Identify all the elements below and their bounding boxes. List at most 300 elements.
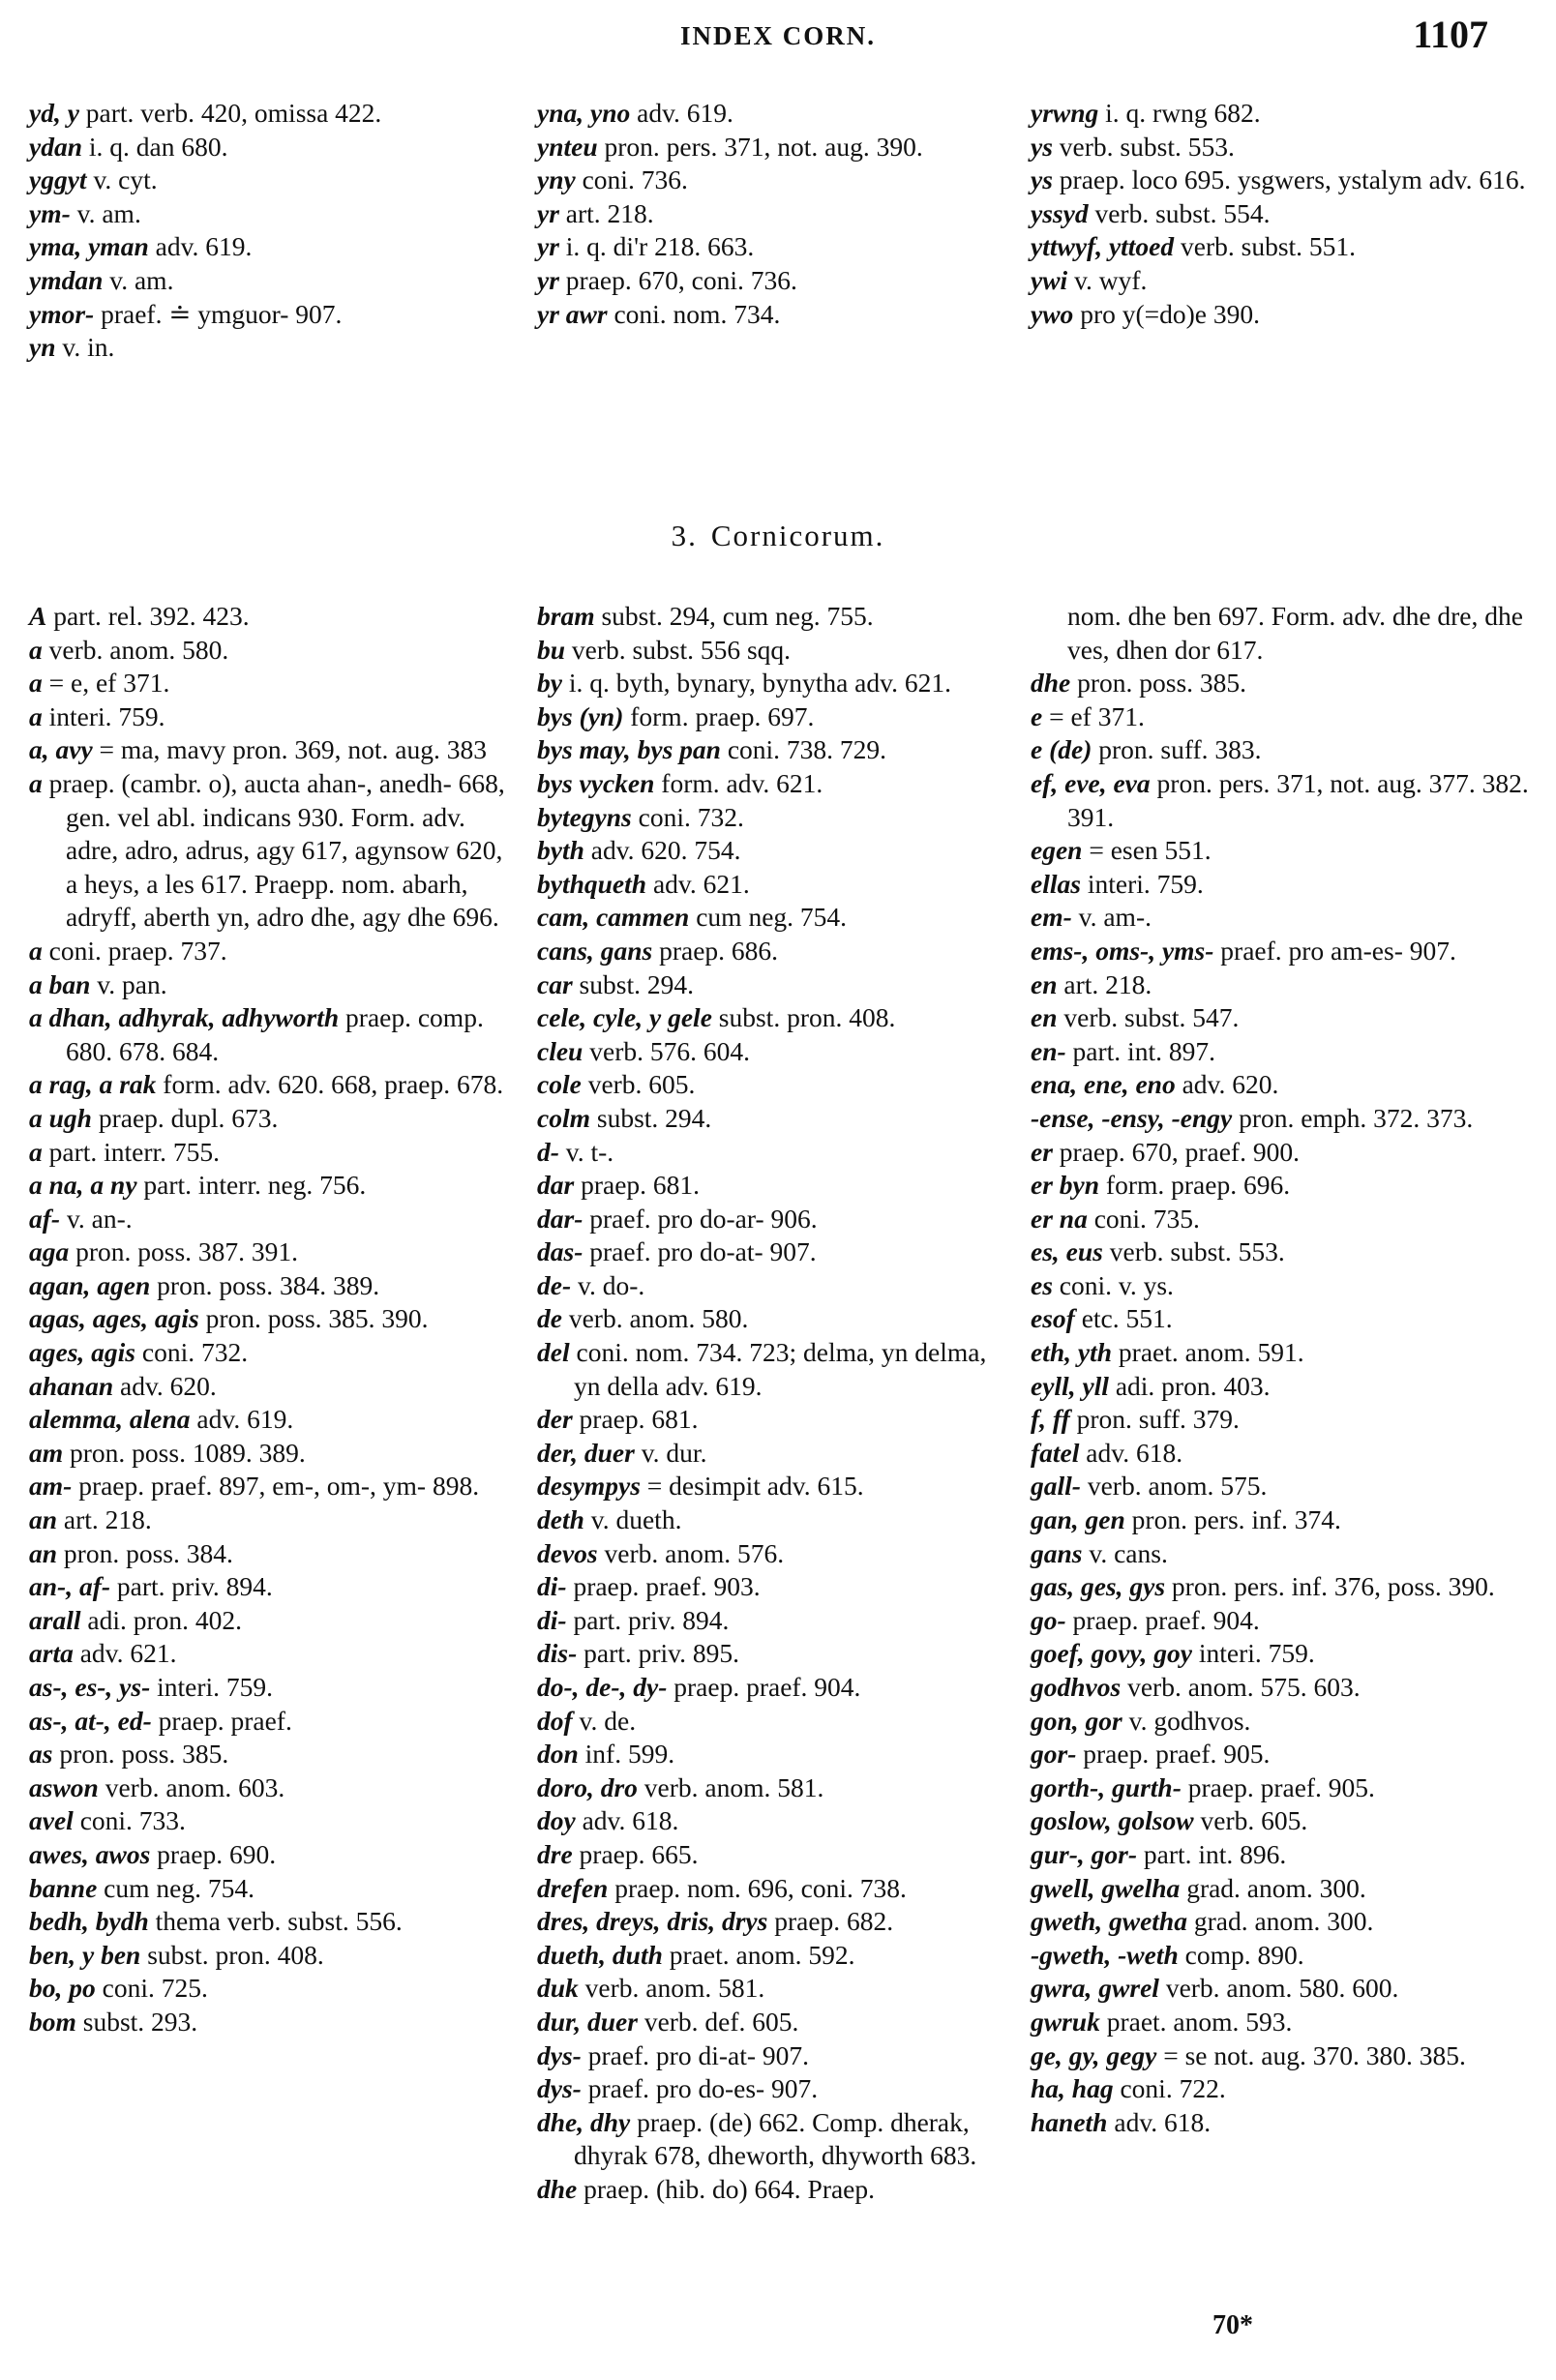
entry-description: subst. pron. 408. bbox=[140, 1939, 324, 1970]
entry-description: part. interr. 755. bbox=[42, 1136, 221, 1167]
entry-headword: yttwyf, yttoed bbox=[1031, 231, 1175, 262]
entry-description: interi. 759. bbox=[42, 700, 165, 731]
entry-description: praef. pro do-es- 907. bbox=[581, 2073, 819, 2104]
entry-description: subst. 294. bbox=[590, 1102, 712, 1133]
index-entry bbox=[29, 1169, 513, 1203]
entry-headword: bu bbox=[537, 634, 566, 665]
index-entry bbox=[537, 1570, 1016, 1604]
entry-headword: yma, yman bbox=[29, 231, 149, 262]
entry-headword: a bbox=[29, 668, 43, 699]
entry-description: praep. 681. bbox=[574, 1170, 701, 1201]
entry-headword: desympys bbox=[537, 1471, 641, 1502]
entry-description: verb. 576. 604. bbox=[583, 1035, 750, 1066]
index-entry bbox=[1031, 1403, 1534, 1437]
page-number: 1107 bbox=[1413, 13, 1488, 56]
entry-headword: gas, ges, gys bbox=[1031, 1571, 1166, 1602]
entry-headword: ef, eve, eva bbox=[1031, 767, 1151, 798]
entry-description: v. am-. bbox=[1071, 902, 1152, 933]
entry-description: i. q. byth, bynary, bynytha adv. 621. bbox=[561, 668, 951, 699]
entry-headword: esof bbox=[1031, 1303, 1075, 1334]
index-entry bbox=[1031, 1235, 1534, 1269]
index-entry bbox=[1031, 600, 1534, 667]
index-entry bbox=[1031, 2106, 1534, 2140]
index-entry bbox=[1031, 230, 1534, 264]
index-entry bbox=[29, 1203, 513, 1236]
index-entry bbox=[1031, 264, 1534, 298]
index-entry bbox=[29, 1102, 513, 1136]
entry-headword: ahanan bbox=[29, 1370, 114, 1401]
entry-description: praep. praef. 905. bbox=[1181, 1771, 1375, 1802]
index-entry bbox=[29, 164, 503, 197]
entry-description: adv. 618. bbox=[575, 1805, 679, 1836]
entry-description: subst. 293. bbox=[75, 2006, 198, 2037]
entry-description: pron. suff. 383. bbox=[1092, 734, 1262, 765]
index-entry bbox=[1031, 968, 1534, 1002]
entry-headword: del bbox=[537, 1337, 570, 1368]
entry-description: verb. anom. 603. bbox=[98, 1771, 285, 1802]
index-entry bbox=[1031, 131, 1534, 164]
index-entry bbox=[29, 935, 513, 968]
section-heading bbox=[0, 519, 1556, 553]
index-entry bbox=[29, 1738, 513, 1771]
index-entry bbox=[29, 230, 503, 264]
entry-headword: d- bbox=[537, 1136, 559, 1167]
entry-description: adi. pron. 403. bbox=[1108, 1370, 1271, 1401]
entry-headword: bedh, bydh bbox=[29, 1906, 149, 1937]
entry-headword: ydan bbox=[29, 131, 82, 162]
index-entry bbox=[1031, 834, 1534, 868]
index-entry bbox=[29, 1705, 513, 1739]
entry-description: pron. poss. 384. bbox=[57, 1537, 233, 1568]
entry-headword: ywi bbox=[1031, 264, 1068, 295]
index-entry bbox=[537, 1503, 1016, 1537]
entry-description: subst. pron. 408. bbox=[711, 1002, 896, 1033]
entry-headword: a ban bbox=[29, 968, 91, 999]
entry-description: comp. 890. bbox=[1178, 1939, 1304, 1970]
entry-headword: yd, y bbox=[29, 98, 79, 128]
entry-description: adv. 619. bbox=[630, 98, 733, 128]
index-entry bbox=[537, 2106, 1016, 2173]
entry-headword: em- bbox=[1031, 902, 1072, 933]
entry-headword: alemma, alena bbox=[29, 1404, 191, 1435]
index-entry bbox=[29, 1939, 513, 1973]
entry-headword: dis- bbox=[537, 1638, 578, 1669]
entry-description: pron. poss. 1089. 389. bbox=[63, 1437, 306, 1468]
entry-headword: es bbox=[1031, 1269, 1053, 1300]
entry-headword: ge, gy, gegy bbox=[1031, 2039, 1157, 2070]
entry-description: v. de. bbox=[572, 1705, 637, 1736]
index-entry bbox=[29, 298, 503, 332]
entry-description: praep. (de) 662. Comp. dherak, dhyrak 678, dheworth, dhyworth 683. bbox=[574, 2106, 977, 2171]
index-entry bbox=[29, 634, 513, 668]
index-column-2 bbox=[537, 600, 1016, 2207]
entry-description: verb. subst. 551. bbox=[1174, 231, 1357, 262]
entry-headword: yna, yno bbox=[537, 98, 631, 128]
entry-headword: am bbox=[29, 1437, 64, 1468]
entry-headword: don bbox=[537, 1739, 579, 1770]
entry-headword: ellas bbox=[1031, 868, 1081, 899]
index-entry bbox=[537, 1738, 1016, 1771]
entry-description: praep. (hib. do) 664. Praep. bbox=[577, 2173, 876, 2204]
index-entry bbox=[29, 1570, 513, 1604]
entry-description: coni. nom. 734. 723; delma, yn delma, yn della adv. 619. bbox=[569, 1337, 987, 1401]
index-entry bbox=[1031, 2072, 1534, 2106]
index-column-1 bbox=[29, 600, 513, 2039]
entry-headword: yr bbox=[537, 197, 559, 228]
index-entry bbox=[29, 2006, 513, 2039]
index-entry bbox=[29, 1370, 513, 1404]
index-entry bbox=[1031, 733, 1534, 767]
entry-headword: de- bbox=[537, 1269, 572, 1300]
entry-description: part. int. 896. bbox=[1137, 1838, 1287, 1869]
index-entry bbox=[537, 1169, 1016, 1203]
index-entry bbox=[537, 1872, 1016, 1906]
entry-description: coni. 732. bbox=[631, 801, 744, 832]
index-entry bbox=[537, 1604, 1016, 1638]
entry-headword: dys- bbox=[537, 2039, 582, 2070]
entry-description: pron. poss. 385. 390. bbox=[198, 1303, 429, 1334]
index-entry bbox=[1031, 1470, 1534, 1503]
index-entry bbox=[537, 230, 1021, 264]
index-entry bbox=[1031, 164, 1534, 197]
index-entry bbox=[29, 600, 513, 634]
page-header bbox=[0, 12, 1556, 60]
entry-description: praep. 665. bbox=[572, 1838, 699, 1869]
entry-description: verb. 605. bbox=[581, 1069, 696, 1100]
entry-description: adv. 620. bbox=[1175, 1069, 1279, 1100]
entry-headword: a, avy bbox=[29, 734, 93, 765]
index-entry bbox=[29, 1905, 513, 1939]
entry-headword: a bbox=[29, 767, 43, 798]
entry-description: pron. poss. 385. bbox=[1070, 668, 1247, 699]
signature-mark: 70* bbox=[1212, 2310, 1253, 2340]
entry-description: verb. def. 605. bbox=[637, 2006, 799, 2037]
entry-headword: A bbox=[29, 601, 47, 631]
index-entry bbox=[537, 1102, 1016, 1136]
entry-headword: er na bbox=[1031, 1203, 1088, 1234]
entry-headword: aswon bbox=[29, 1771, 99, 1802]
entry-description: v. wyf. bbox=[1067, 264, 1148, 295]
running-title: INDEX CORN. bbox=[679, 21, 876, 50]
entry-description: v. dueth. bbox=[584, 1504, 682, 1535]
entry-description: i. q. dan 680. bbox=[82, 131, 228, 162]
entry-description: v. cans. bbox=[1082, 1537, 1168, 1568]
entry-headword: bo, po bbox=[29, 1973, 96, 2004]
section-number: 3. bbox=[671, 519, 698, 552]
entry-description: verb. anom. 576. bbox=[597, 1537, 785, 1568]
entry-headword: yrwng bbox=[1031, 98, 1099, 128]
index-entry bbox=[537, 1001, 1016, 1035]
index-entry bbox=[1031, 1068, 1534, 1102]
entry-description: praef. pro do-ar- 906. bbox=[583, 1203, 818, 1234]
entry-description: = desimpit adv. 615. bbox=[640, 1471, 864, 1502]
index-entry bbox=[29, 197, 503, 231]
entry-headword: go- bbox=[1031, 1604, 1066, 1635]
entry-description: pro y(=do)e 390. bbox=[1073, 298, 1261, 329]
entry-headword: cele, cyle, y gele bbox=[537, 1002, 712, 1033]
index-entry bbox=[537, 1035, 1016, 1069]
entry-headword: yr bbox=[537, 264, 559, 295]
entry-description: form. praep. 697. bbox=[623, 700, 815, 731]
entry-headword: goslow, golsow bbox=[1031, 1805, 1194, 1836]
entry-headword: colm bbox=[537, 1102, 590, 1133]
entry-description: praep. 682. bbox=[767, 1906, 894, 1937]
index-entry bbox=[1031, 1671, 1534, 1705]
entry-headword: bys (yn) bbox=[537, 700, 624, 731]
entry-headword: cam, cammen bbox=[537, 902, 690, 933]
entry-headword: di- bbox=[537, 1604, 567, 1635]
entry-headword: aga bbox=[29, 1236, 70, 1267]
entry-description: pron. pers. 371, not. aug. 390. bbox=[597, 131, 923, 162]
index-entry bbox=[537, 733, 1016, 767]
entry-headword: gwra, gwrel bbox=[1031, 1973, 1159, 2004]
entry-description: adi. pron. 402. bbox=[80, 1604, 242, 1635]
index-entry bbox=[29, 1302, 513, 1336]
entry-headword: a bbox=[29, 634, 43, 665]
section-title-text: Cornicorum. bbox=[710, 519, 885, 552]
entry-headword: gor- bbox=[1031, 1739, 1077, 1770]
entry-description: coni. 722. bbox=[1113, 2073, 1226, 2104]
index-entry bbox=[537, 2006, 1016, 2039]
entry-description: part. priv. 894. bbox=[566, 1604, 730, 1635]
entry-description: praet. anom. 593. bbox=[1099, 2006, 1293, 2037]
index-entry bbox=[1031, 1437, 1534, 1471]
entry-description: praep. 681. bbox=[572, 1404, 699, 1435]
index-entry bbox=[1031, 197, 1534, 231]
entry-description: v. am. bbox=[70, 197, 141, 228]
entry-headword: car bbox=[537, 968, 573, 999]
entry-description: form. adv. 621. bbox=[654, 767, 823, 798]
index-entry bbox=[537, 1235, 1016, 1269]
index-entry bbox=[537, 2072, 1016, 2106]
entry-description: praep. praef. 904. bbox=[667, 1672, 861, 1702]
entry-description: v. pan. bbox=[90, 968, 167, 999]
entry-headword: devos bbox=[537, 1537, 598, 1568]
entry-headword: bythqueth bbox=[537, 868, 647, 899]
entry-headword: ywo bbox=[1031, 298, 1074, 329]
entry-description: coni. 732. bbox=[135, 1337, 249, 1368]
index-entry bbox=[1031, 1637, 1534, 1671]
index-entry bbox=[537, 1136, 1016, 1170]
index-entry bbox=[29, 1872, 513, 1906]
entry-description: verb. anom. 581. bbox=[637, 1771, 824, 1802]
entry-description: pron. pers. inf. 376, poss. 390. bbox=[1165, 1571, 1495, 1602]
index-entry bbox=[29, 1235, 513, 1269]
entry-description: = e, ef 371. bbox=[42, 668, 170, 699]
entry-headword: a rag, a rak bbox=[29, 1069, 157, 1100]
entry-headword: das- bbox=[537, 1236, 584, 1267]
entry-description: adv. 620. 754. bbox=[584, 835, 741, 866]
entry-description: praef. pro di-at- 907. bbox=[581, 2039, 810, 2070]
entry-description: pron. emph. 372. 373. bbox=[1232, 1102, 1474, 1133]
entry-headword: haneth bbox=[1031, 2106, 1108, 2137]
entry-headword: gweth, gwetha bbox=[1031, 1906, 1187, 1937]
entry-headword: fatel bbox=[1031, 1437, 1080, 1468]
entry-description: praep. loco 695. ysgwers, ystalym adv. 616. bbox=[1052, 164, 1526, 195]
entry-description: praep. 686. bbox=[652, 935, 779, 966]
entry-headword: avel bbox=[29, 1805, 74, 1836]
entry-description: art. 218. bbox=[1057, 968, 1152, 999]
entry-headword: ymdan bbox=[29, 264, 104, 295]
entry-description: praep. 690. bbox=[150, 1838, 277, 1869]
index-entry bbox=[537, 197, 1021, 231]
entry-description: praet. anom. 591. bbox=[1112, 1337, 1304, 1368]
index-entry bbox=[29, 1136, 513, 1170]
entry-headword: e (de) bbox=[1031, 734, 1092, 765]
entry-headword: yssyd bbox=[1031, 197, 1089, 228]
entry-headword: as-, es-, ys- bbox=[29, 1672, 151, 1702]
index-entry bbox=[537, 131, 1021, 164]
entry-headword: am- bbox=[29, 1471, 73, 1502]
index-entry bbox=[29, 1604, 513, 1638]
index-entry bbox=[537, 1470, 1016, 1503]
index-entry bbox=[1031, 1705, 1534, 1739]
entry-description: praep. nom. 696, coni. 738. bbox=[608, 1872, 907, 1903]
entry-description: v. t-. bbox=[558, 1136, 614, 1167]
entry-headword: arall bbox=[29, 1604, 81, 1635]
entry-headword: doro, dro bbox=[537, 1771, 638, 1802]
entry-description: form. praep. 696. bbox=[1099, 1170, 1291, 1201]
entry-description: subst. 294, cum neg. 755. bbox=[594, 601, 874, 631]
index-entry bbox=[537, 1302, 1016, 1336]
entry-description: nom. dhe ben 697. Form. adv. dhe dre, dhe ves, dhen dor 617. bbox=[1067, 601, 1523, 665]
index-entry bbox=[1031, 935, 1534, 968]
entry-description: part. priv. 895. bbox=[577, 1638, 740, 1669]
entry-headword: yggyt bbox=[29, 164, 87, 195]
index-entry bbox=[537, 1972, 1016, 2006]
entry-description: art. 218. bbox=[558, 197, 654, 228]
index-entry bbox=[29, 1403, 513, 1437]
entry-description: inf. 599. bbox=[578, 1739, 675, 1770]
entry-description: v. cyt. bbox=[86, 164, 158, 195]
top-column-1 bbox=[29, 97, 503, 365]
entry-description: praet. anom. 592. bbox=[662, 1939, 855, 1970]
entry-headword: yr bbox=[537, 231, 559, 262]
entry-description: art. 218. bbox=[57, 1504, 152, 1535]
entry-headword: gon, gor bbox=[1031, 1705, 1122, 1736]
index-entry bbox=[1031, 1771, 1534, 1805]
entry-headword: bys vycken bbox=[537, 767, 655, 798]
entry-headword: yny bbox=[537, 164, 576, 195]
entry-headword: as-, at-, ed- bbox=[29, 1705, 152, 1736]
entry-description: coni. praep. 737. bbox=[42, 935, 227, 966]
entry-headword: e bbox=[1031, 700, 1043, 731]
entry-headword: ages, agis bbox=[29, 1337, 135, 1368]
entry-description: pron. pers. inf. 374. bbox=[1124, 1504, 1341, 1535]
entry-headword: af- bbox=[29, 1203, 61, 1234]
entry-headword: gall- bbox=[1031, 1471, 1081, 1502]
entry-description: thema verb. subst. 556. bbox=[148, 1906, 403, 1937]
entry-description: praep. praef. 903. bbox=[566, 1571, 761, 1602]
entry-headword: de bbox=[537, 1303, 562, 1334]
entry-headword: yn bbox=[29, 332, 56, 363]
entry-headword: an-, af- bbox=[29, 1571, 111, 1602]
entry-description: interi. 759. bbox=[1080, 868, 1204, 899]
entry-description: i. q. di'r 218. 663. bbox=[558, 231, 755, 262]
index-entry bbox=[537, 667, 1016, 700]
index-entry bbox=[537, 935, 1016, 968]
entry-description: part. rel. 392. 423. bbox=[46, 601, 250, 631]
index-entry bbox=[537, 968, 1016, 1002]
index-entry bbox=[537, 1068, 1016, 1102]
entry-headword: ben, y ben bbox=[29, 1939, 141, 1970]
entry-description: coni. 725. bbox=[95, 1973, 208, 2004]
index-entry bbox=[537, 1336, 1016, 1403]
entry-headword: es, eus bbox=[1031, 1236, 1103, 1267]
index-entry bbox=[29, 667, 513, 700]
entry-headword: dys- bbox=[537, 2073, 582, 2104]
entry-headword: f, ff bbox=[1031, 1404, 1070, 1435]
entry-description: verb. anom. 580. 600. bbox=[1158, 1973, 1399, 2004]
entry-description: praep. 670, coni. 736. bbox=[558, 264, 797, 295]
entry-description: part. verb. 420, omissa 422. bbox=[78, 98, 382, 128]
index-entry bbox=[537, 1671, 1016, 1705]
entry-description: verb. anom. 581. bbox=[578, 1973, 765, 2004]
index-entry bbox=[1031, 1269, 1534, 1303]
index-entry bbox=[537, 298, 1021, 332]
entry-description: v. godhvos. bbox=[1122, 1705, 1251, 1736]
entry-headword: banne bbox=[29, 1872, 98, 1903]
index-entry bbox=[537, 1537, 1016, 1571]
entry-headword: agas, ages, agis bbox=[29, 1303, 199, 1334]
entry-description: v. do-. bbox=[571, 1269, 645, 1300]
entry-description: verb. subst. 547. bbox=[1057, 1002, 1240, 1033]
index-entry bbox=[29, 1671, 513, 1705]
index-entry bbox=[1031, 1169, 1534, 1203]
entry-headword: ymor- bbox=[29, 298, 95, 329]
top-column-2 bbox=[537, 97, 1021, 331]
index-entry bbox=[1031, 1939, 1534, 1973]
index-entry bbox=[29, 700, 513, 734]
entry-description: coni. 735. bbox=[1087, 1203, 1200, 1234]
entry-description: coni. 738. 729. bbox=[720, 734, 887, 765]
index-entry bbox=[537, 600, 1016, 634]
entry-description: v. dur. bbox=[634, 1437, 707, 1468]
entry-description: pron. poss. 385. bbox=[52, 1739, 229, 1770]
index-entry bbox=[537, 1838, 1016, 1872]
entry-headword: a bbox=[29, 700, 43, 731]
entry-description: subst. 294. bbox=[572, 968, 694, 999]
entry-headword: egen bbox=[1031, 835, 1083, 866]
entry-description: pron. poss. 384. 389. bbox=[150, 1269, 380, 1300]
entry-headword: bram bbox=[537, 601, 595, 631]
entry-headword: bytegyns bbox=[537, 801, 632, 832]
entry-headword: cans, gans bbox=[537, 935, 653, 966]
index-entry bbox=[29, 1771, 513, 1805]
index-entry bbox=[29, 1637, 513, 1671]
entry-description: verb. subst. 553. bbox=[1102, 1236, 1285, 1267]
entry-headword: yr awr bbox=[537, 298, 608, 329]
index-entry bbox=[1031, 1370, 1534, 1404]
index-entry bbox=[1031, 1035, 1534, 1069]
entry-headword: deth bbox=[537, 1504, 584, 1535]
entry-headword: dof bbox=[537, 1705, 573, 1736]
index-entry bbox=[1031, 1537, 1534, 1571]
entry-headword: eth, yth bbox=[1031, 1337, 1113, 1368]
index-entry bbox=[537, 767, 1016, 801]
entry-headword: ys bbox=[1031, 164, 1053, 195]
index-entry bbox=[1031, 1570, 1534, 1604]
index-entry bbox=[1031, 868, 1534, 902]
index-entry bbox=[537, 834, 1016, 868]
index-entry bbox=[1031, 1001, 1534, 1035]
entry-headword: dur, duer bbox=[537, 2006, 638, 2037]
index-entry bbox=[537, 634, 1016, 668]
entry-headword: cole bbox=[537, 1069, 582, 1100]
entry-headword: bom bbox=[29, 2006, 76, 2037]
index-entry bbox=[537, 1637, 1016, 1671]
index-entry bbox=[1031, 1838, 1534, 1872]
